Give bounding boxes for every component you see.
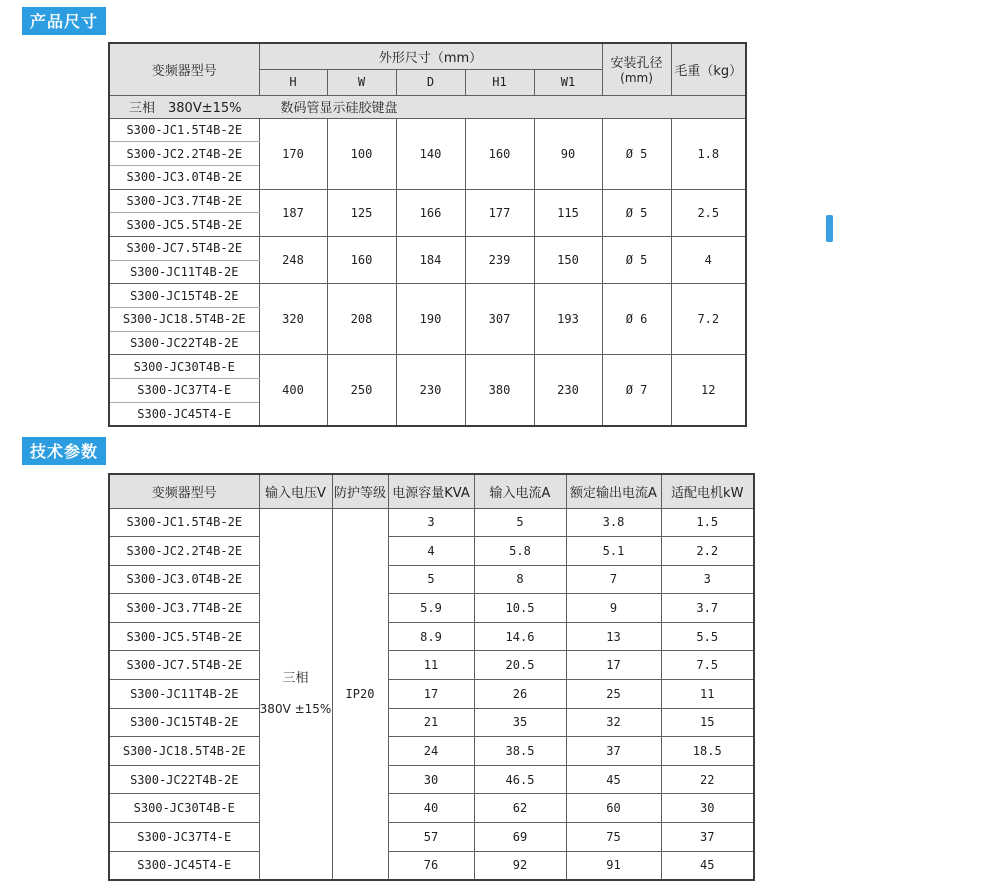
kva-cell: 21: [388, 708, 474, 737]
kva-cell: 8.9: [388, 622, 474, 651]
table-row: [109, 737, 754, 766]
w-cell: 208: [327, 284, 396, 355]
motor-kw-cell: 7.5: [661, 651, 754, 680]
col-header-model: 变频器型号: [109, 43, 259, 95]
h-cell: 400: [259, 355, 327, 426]
tech-params-badge: 技术参数: [22, 437, 106, 465]
col-header-outline-dims: 外形尺寸（mm）: [259, 43, 602, 69]
h-cell: 187: [259, 189, 327, 236]
model-cell: S300-JC5.5T4B-2E: [109, 213, 259, 237]
kva-cell: 5.9: [388, 594, 474, 623]
table-row: [109, 189, 746, 213]
w1-cell: 90: [534, 118, 602, 189]
col-header-h: H: [259, 69, 327, 95]
kva-cell: 17: [388, 680, 474, 709]
weight-cell: 2.5: [671, 189, 746, 236]
hole-cell: Ø 5: [602, 118, 671, 189]
output-current-cell: 60: [566, 794, 661, 823]
motor-kw-cell: 22: [661, 765, 754, 794]
col-header-protection: 防护等级: [332, 474, 388, 508]
output-current-cell: 5.1: [566, 537, 661, 566]
d-cell: 230: [396, 355, 465, 426]
table-row: [109, 236, 746, 260]
col-header-output-current: 额定输出电流A: [566, 474, 661, 508]
input-current-cell: 20.5: [474, 651, 566, 680]
voltage-class-cell: 三相 380V±15% 数码管显示硅胶键盘: [109, 95, 746, 118]
col-header-w: W: [327, 69, 396, 95]
model-cell: S300-JC37T4-E: [109, 823, 259, 852]
model-cell: S300-JC11T4B-2E: [109, 680, 259, 709]
model-cell: S300-JC18.5T4B-2E: [109, 737, 259, 766]
table-row: [109, 794, 754, 823]
kva-cell: 40: [388, 794, 474, 823]
input-current-cell: 35: [474, 708, 566, 737]
output-current-cell: 17: [566, 651, 661, 680]
motor-kw-cell: 30: [661, 794, 754, 823]
col-header-capacity: 电源容量KVA: [388, 474, 474, 508]
input-current-cell: 38.5: [474, 737, 566, 766]
h1-cell: 160: [465, 118, 534, 189]
model-cell: S300-JC30T4B-E: [109, 794, 259, 823]
input-current-cell: 46.5: [474, 765, 566, 794]
table-row: [109, 118, 746, 142]
model-cell: S300-JC30T4B-E: [109, 355, 259, 379]
h1-cell: 307: [465, 284, 534, 355]
kva-cell: 57: [388, 823, 474, 852]
hole-cell: Ø 6: [602, 284, 671, 355]
table-row: [109, 594, 754, 623]
table-row: [109, 355, 746, 379]
model-cell: S300-JC1.5T4B-2E: [109, 508, 259, 537]
model-cell: S300-JC22T4B-2E: [109, 331, 259, 355]
model-cell: S300-JC18.5T4B-2E: [109, 308, 259, 332]
h1-cell: 177: [465, 189, 534, 236]
input-current-cell: 62: [474, 794, 566, 823]
motor-kw-cell: 3: [661, 565, 754, 594]
h-cell: 320: [259, 284, 327, 355]
h-cell: 248: [259, 236, 327, 283]
w1-cell: 150: [534, 236, 602, 283]
table-header-row: [109, 43, 746, 69]
model-cell: S300-JC2.2T4B-2E: [109, 142, 259, 166]
hole-label-line2: (mm): [620, 71, 653, 86]
output-current-cell: 13: [566, 622, 661, 651]
h-cell: 170: [259, 118, 327, 189]
table-row: [109, 508, 754, 537]
d-cell: 166: [396, 189, 465, 236]
col-header-w1: W1: [534, 69, 602, 95]
col-header-weight: 毛重（kg）: [671, 43, 746, 95]
model-cell: S300-JC3.0T4B-2E: [109, 165, 259, 189]
table-row: [109, 565, 754, 594]
w1-cell: 193: [534, 284, 602, 355]
output-current-cell: 25: [566, 680, 661, 709]
model-cell: S300-JC3.0T4B-2E: [109, 565, 259, 594]
table-row: [109, 284, 746, 308]
motor-kw-cell: 18.5: [661, 737, 754, 766]
output-current-cell: 32: [566, 708, 661, 737]
table-row: [109, 823, 754, 852]
model-cell: S300-JC37T4-E: [109, 379, 259, 403]
table-row: [109, 765, 754, 794]
motor-kw-cell: 2.2: [661, 537, 754, 566]
product-dimensions-badge: 产品尺寸: [22, 7, 106, 35]
protection-cell: IP20: [332, 508, 388, 880]
model-cell: S300-JC1.5T4B-2E: [109, 118, 259, 142]
kva-cell: 24: [388, 737, 474, 766]
model-cell: S300-JC45T4-E: [109, 402, 259, 426]
model-cell: S300-JC11T4B-2E: [109, 260, 259, 284]
w1-cell: 230: [534, 355, 602, 426]
model-cell: S300-JC2.2T4B-2E: [109, 537, 259, 566]
kva-cell: 30: [388, 765, 474, 794]
motor-kw-cell: 15: [661, 708, 754, 737]
model-cell: S300-JC3.7T4B-2E: [109, 594, 259, 623]
w1-cell: 115: [534, 189, 602, 236]
kva-cell: 4: [388, 537, 474, 566]
params-table: [108, 473, 755, 881]
model-cell: S300-JC15T4B-2E: [109, 708, 259, 737]
motor-kw-cell: 11: [661, 680, 754, 709]
voltage-class-row: [109, 95, 746, 118]
output-current-cell: 91: [566, 851, 661, 880]
col-header-input-current: 输入电流A: [474, 474, 566, 508]
model-cell: S300-JC22T4B-2E: [109, 765, 259, 794]
table-row: [109, 851, 754, 880]
voltage-line2: 380V ±15%: [259, 701, 332, 716]
output-current-cell: 7: [566, 565, 661, 594]
d-cell: 184: [396, 236, 465, 283]
model-cell: S300-JC7.5T4B-2E: [109, 651, 259, 680]
input-current-cell: 26: [474, 680, 566, 709]
col-header-model: 变频器型号: [109, 474, 259, 508]
input-current-cell: 10.5: [474, 594, 566, 623]
motor-kw-cell: 5.5: [661, 622, 754, 651]
d-cell: 190: [396, 284, 465, 355]
col-header-motor-kw: 适配电机kW: [661, 474, 754, 508]
h1-cell: 380: [465, 355, 534, 426]
output-current-cell: 75: [566, 823, 661, 852]
table-row: [109, 537, 754, 566]
d-cell: 140: [396, 118, 465, 189]
input-current-cell: 92: [474, 851, 566, 880]
input-current-cell: 8: [474, 565, 566, 594]
h1-cell: 239: [465, 236, 534, 283]
model-cell: S300-JC15T4B-2E: [109, 284, 259, 308]
input-current-cell: 14.6: [474, 622, 566, 651]
w-cell: 250: [327, 355, 396, 426]
input-current-cell: 5.8: [474, 537, 566, 566]
weight-cell: 1.8: [671, 118, 746, 189]
kva-cell: 5: [388, 565, 474, 594]
model-cell: S300-JC7.5T4B-2E: [109, 236, 259, 260]
output-current-cell: 3.8: [566, 508, 661, 537]
hole-cell: Ø 5: [602, 236, 671, 283]
col-header-hole: [602, 43, 671, 95]
table-header-row: [109, 474, 754, 508]
hole-cell: Ø 5: [602, 189, 671, 236]
voltage-line1: 三相: [282, 670, 309, 686]
table-row: [109, 708, 754, 737]
motor-kw-cell: 45: [661, 851, 754, 880]
output-current-cell: 37: [566, 737, 661, 766]
kva-cell: 3: [388, 508, 474, 537]
w-cell: 125: [327, 189, 396, 236]
motor-kw-cell: 3.7: [661, 594, 754, 623]
table-row: [109, 651, 754, 680]
weight-cell: 7.2: [671, 284, 746, 355]
model-cell: S300-JC3.7T4B-2E: [109, 189, 259, 213]
w-cell: 100: [327, 118, 396, 189]
kva-cell: 76: [388, 851, 474, 880]
col-header-h1: H1: [465, 69, 534, 95]
output-current-cell: 45: [566, 765, 661, 794]
scrollbar-thumb[interactable]: [826, 215, 833, 242]
weight-cell: 12: [671, 355, 746, 426]
voltage-cell: [259, 508, 332, 880]
table-row: [109, 680, 754, 709]
input-current-cell: 69: [474, 823, 566, 852]
hole-label-line1: 安装孔径: [610, 56, 663, 72]
output-current-cell: 9: [566, 594, 661, 623]
weight-cell: 4: [671, 236, 746, 283]
motor-kw-cell: 37: [661, 823, 754, 852]
hole-cell: Ø 7: [602, 355, 671, 426]
input-current-cell: 5: [474, 508, 566, 537]
col-header-input-voltage: 输入电压V: [259, 474, 332, 508]
model-cell: S300-JC45T4-E: [109, 851, 259, 880]
motor-kw-cell: 1.5: [661, 508, 754, 537]
w-cell: 160: [327, 236, 396, 283]
table-row: [109, 622, 754, 651]
col-header-d: D: [396, 69, 465, 95]
kva-cell: 11: [388, 651, 474, 680]
dimensions-table: [108, 42, 747, 427]
model-cell: S300-JC5.5T4B-2E: [109, 622, 259, 651]
